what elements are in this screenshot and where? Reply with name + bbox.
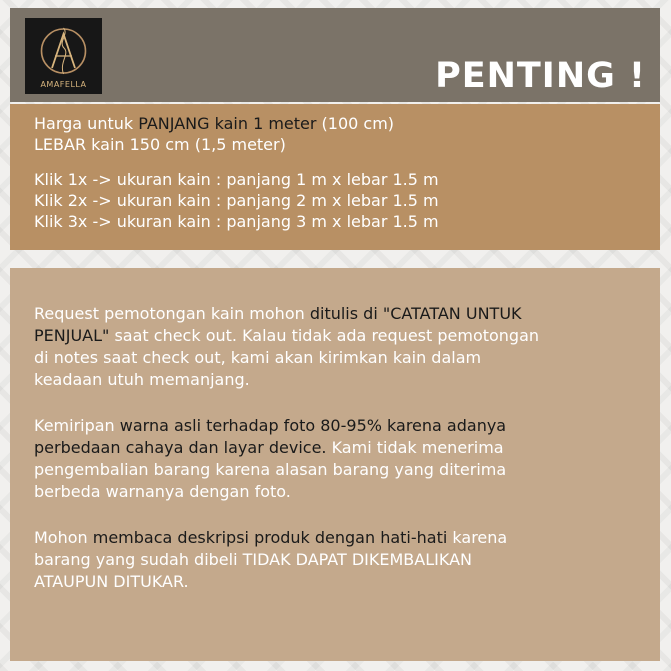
notes-line bbox=[34, 460, 506, 480]
body-text: Kami tidak menerima bbox=[326, 438, 504, 457]
notes-line bbox=[34, 326, 539, 346]
size-line-width bbox=[34, 135, 286, 155]
body-text: di notes saat check out, kami akan kirimkan kain dalam bbox=[34, 348, 482, 367]
body-text: Klik 1x -> ukuran kain : panjang 1 m x lebar 1.5 m bbox=[34, 170, 439, 189]
highlight-text: warna asli terhadap foto 80-95% karena adanya bbox=[119, 416, 507, 435]
size-line-price bbox=[34, 114, 394, 134]
highlight-text: membaca deskripsi produk dengan hati-hati bbox=[92, 528, 448, 547]
body-text: Mohon bbox=[34, 528, 93, 547]
body-text: (100 cm) bbox=[316, 114, 395, 133]
body-text: keadaan utuh memanjang. bbox=[34, 370, 250, 389]
body-text: Klik 3x -> ukuran kain : panjang 3 m x lebar 1.5 m bbox=[34, 212, 439, 231]
header-banner bbox=[10, 8, 660, 102]
notes-line bbox=[34, 304, 522, 324]
notes-line bbox=[34, 416, 506, 436]
body-text: saat check out. Kalau tidak ada request pemotongan bbox=[109, 326, 540, 345]
body-text: barang yang sudah dibeli TIDAK DAPAT DIKEMBALIKAN bbox=[34, 550, 472, 569]
body-text: LEBAR kain 150 cm (1,5 meter) bbox=[34, 135, 286, 154]
notes-line bbox=[34, 550, 472, 570]
notes-line bbox=[34, 348, 481, 368]
notes-line bbox=[34, 528, 507, 548]
body-text: ATAUPUN DITUKAR. bbox=[34, 572, 189, 591]
body-text: karena bbox=[447, 528, 508, 547]
highlight-text: perbedaan cahaya dan layar device. bbox=[34, 438, 327, 457]
notes-line bbox=[34, 572, 189, 592]
body-text: Harga untuk bbox=[34, 114, 139, 133]
body-text: Kemiripan bbox=[34, 416, 120, 435]
highlight-text: PANJANG kain 1 meter bbox=[138, 114, 317, 133]
size-line-click-3 bbox=[34, 212, 439, 232]
highlight-text: ditulis di "CATATAN UNTUK bbox=[309, 304, 522, 323]
size-line-click-1 bbox=[34, 170, 439, 190]
body-text: berbeda warnanya dengan foto. bbox=[34, 482, 291, 501]
notes-line bbox=[34, 370, 250, 390]
body-text: Klik 2x -> ukuran kain : panjang 2 m x lebar 1.5 m bbox=[34, 191, 439, 210]
notes-box bbox=[10, 268, 660, 661]
size-info-box bbox=[10, 104, 660, 250]
logo-text: AMAFELLA bbox=[40, 80, 87, 89]
notes-line bbox=[34, 482, 291, 502]
body-text: pengembalian barang karena alasan barang yang diterima bbox=[34, 460, 507, 479]
size-line-click-2 bbox=[34, 191, 439, 211]
body-text: Request pemotongan kain mohon bbox=[34, 304, 310, 323]
notes-line bbox=[34, 438, 504, 458]
amafella-logo bbox=[25, 18, 102, 94]
page-title: PENTING ! bbox=[435, 56, 646, 96]
highlight-text: PENJUAL" bbox=[34, 326, 110, 345]
